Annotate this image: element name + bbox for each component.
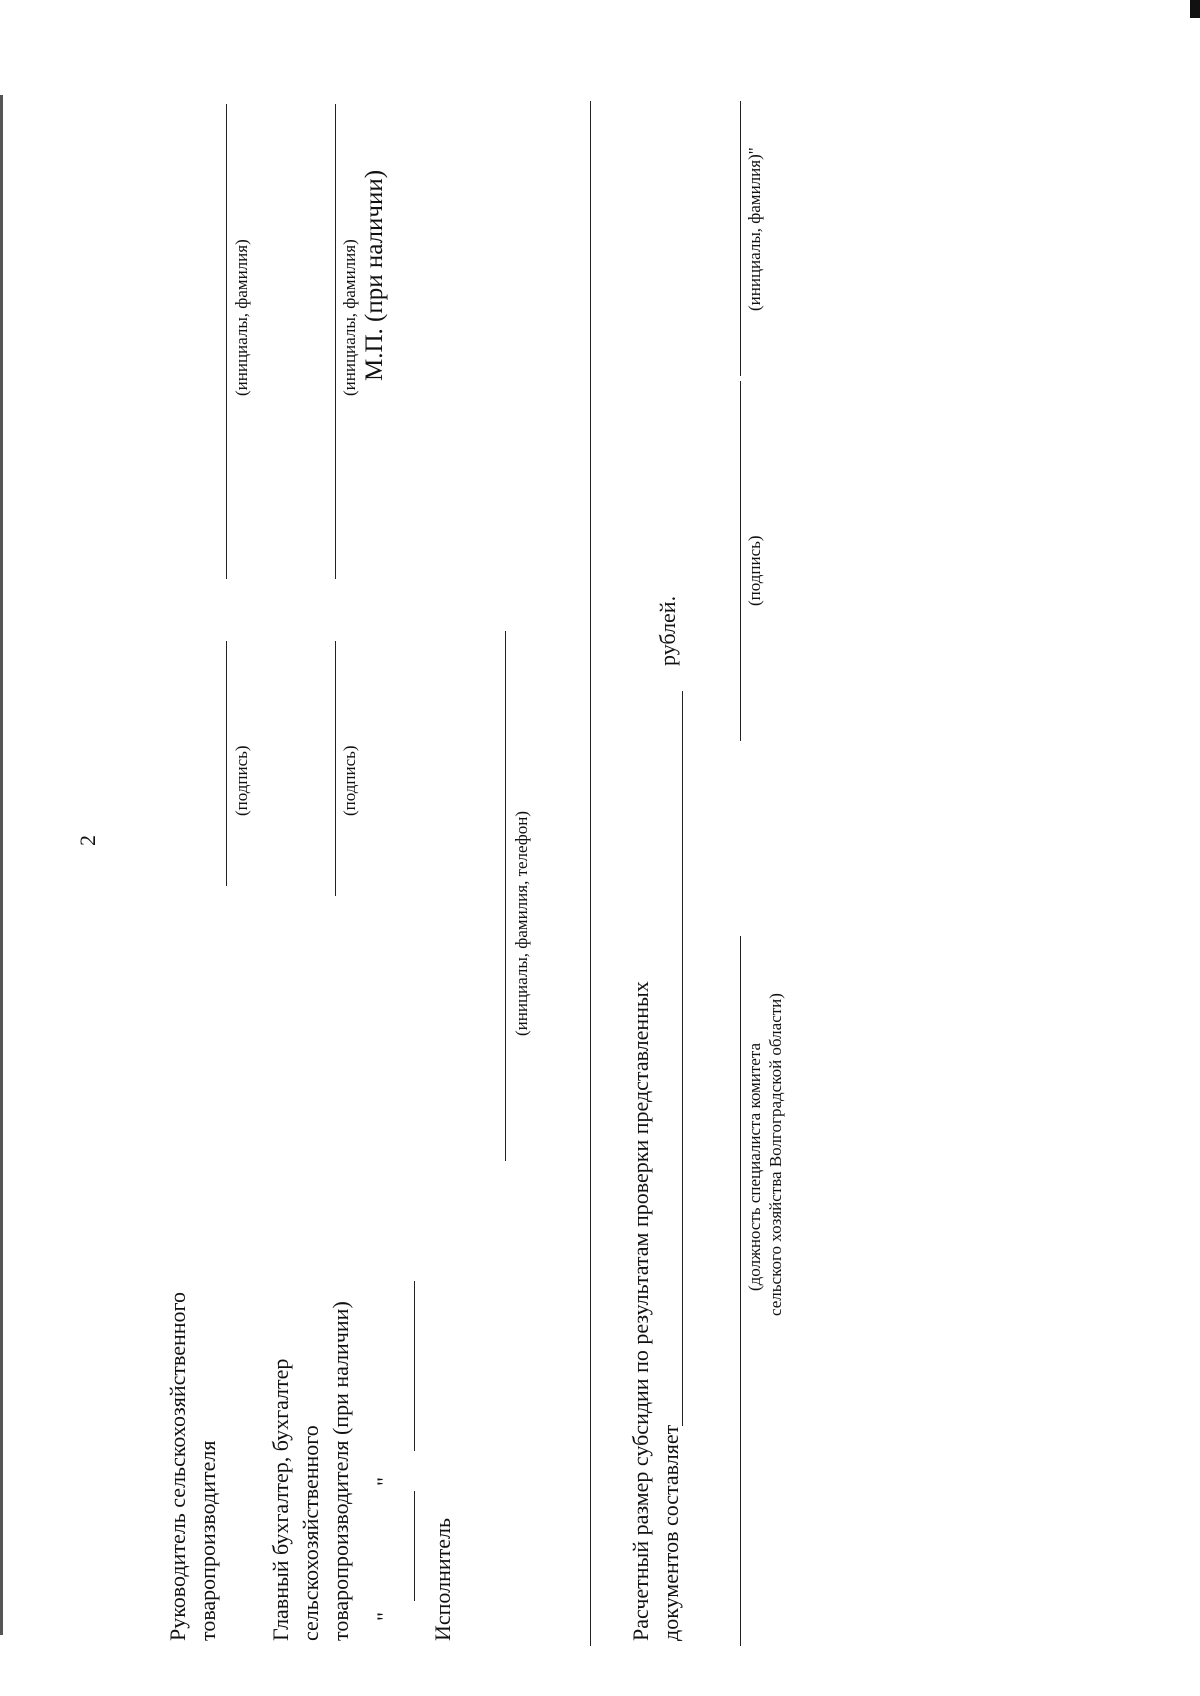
accountant-label-line2: сельскохозяйственного — [298, 1425, 323, 1641]
accountant-initials-line — [335, 104, 336, 579]
specialist-initials-caption: (инициалы, фамилия)" — [745, 147, 764, 311]
executor-label: Исполнитель — [430, 1517, 455, 1641]
specialist-signature-caption: (подпись) — [745, 535, 764, 606]
manager-label-line1: Руководитель сельскохозяйственного — [165, 1291, 190, 1641]
manager-initials-caption: (инициалы, фамилия) — [232, 239, 251, 396]
date-month-line — [414, 1281, 415, 1451]
accountant-label-line3: товаропроизводителя (при наличии) — [328, 1301, 353, 1641]
subsidy-rubles-label: рублей. — [655, 595, 680, 666]
executor-line — [505, 631, 506, 1161]
stamp-place-label: М.П. (при наличии) — [361, 169, 388, 381]
accountant-signature-line — [335, 641, 336, 896]
subsidy-amount-line — [682, 691, 683, 1426]
specialist-initials-line — [740, 101, 741, 376]
specialist-position-caption-line1: (должность специалиста комитета — [745, 1042, 764, 1291]
manager-signature-line — [226, 641, 227, 886]
section-separator — [590, 101, 591, 1646]
manager-signature-caption: (подпись) — [232, 745, 251, 816]
specialist-position-caption-line2: сельского хозяйства Волгоградской области) — [766, 993, 785, 1316]
accountant-signature-caption: (подпись) — [340, 745, 359, 816]
manager-label-line2: товаропроизводителя — [195, 1440, 220, 1641]
executor-caption: (инициалы, фамилия, телефон) — [512, 810, 531, 1036]
date-quote-close: " — [372, 1477, 397, 1486]
accountant-initials-caption: (инициалы, фамилия) — [340, 239, 359, 396]
accountant-label-line1: Главный бухгалтер, бухгалтер — [268, 1358, 293, 1641]
specialist-position-line — [740, 936, 741, 1646]
manager-initials-line — [226, 104, 227, 579]
subsidy-text-line1: Расчетный размер субсидии по результатам проверки представленных — [628, 981, 653, 1641]
date-day-line — [414, 1491, 415, 1601]
specialist-signature-line — [740, 381, 741, 741]
subsidy-text-line2: документов составляет — [658, 1424, 683, 1641]
page-number: 2 — [75, 835, 100, 846]
date-quote-open: " — [372, 1612, 397, 1621]
